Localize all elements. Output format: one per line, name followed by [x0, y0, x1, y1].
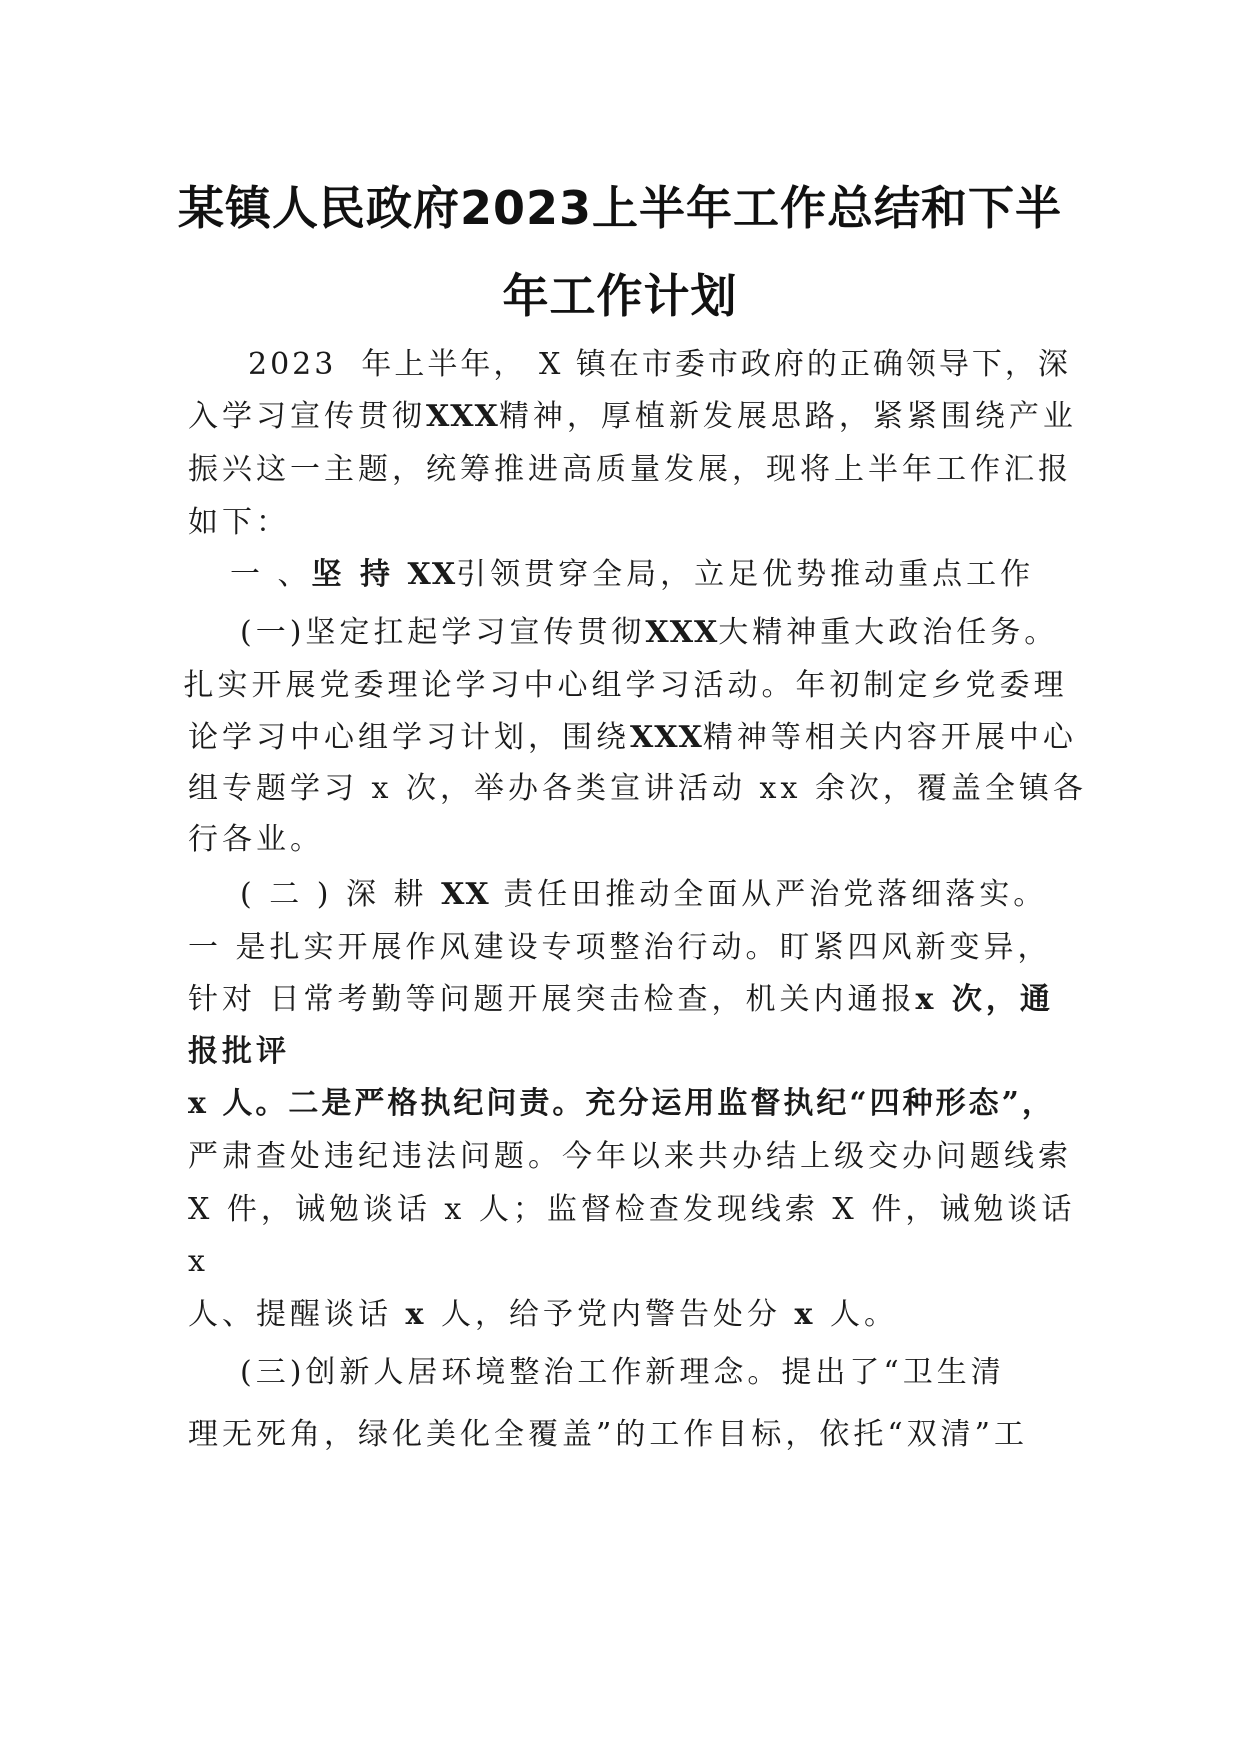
subsection-heading: (一)坚定扛起学习宣传贯彻XXX大精神重大政治任务。 — [240, 615, 1059, 650]
paragraph-line: 行各业。 — [188, 822, 324, 857]
paragraph-line: 理无死角，绿化美化全覆盖”的工作目标，依托“双清”工 — [188, 1417, 1029, 1452]
document-title-line-2: 年工作计划 — [502, 269, 738, 323]
paragraph-line: x — [188, 1244, 209, 1279]
paragraph-line: 组专题学习 x 次，举办各类宣讲活动 xx 余次，覆盖全镇各 — [188, 771, 1087, 806]
paragraph-line: 报批评 — [188, 1034, 290, 1069]
paragraph-line: 人、提醒谈话 x 人，给予党内警告处分 x 人。 — [188, 1297, 898, 1332]
paragraph-line: x 人。二是严格执纪问责。充分运用监督执纪“四种形态”， — [188, 1086, 1055, 1121]
paragraph-line: 严肃查处违纪违法问题。今年以来共办结上级交办问题线索 — [188, 1139, 1072, 1174]
paragraph-line: 一 是扎实开展作风建设专项整治行动。盯紧四风新变异， — [188, 930, 1052, 965]
paragraph-line: 针对 日常考勤等问题开展突击检查，机关内通报x 次，通 — [188, 982, 1054, 1017]
paragraph-line: 如下： — [188, 505, 290, 540]
paragraph-line: 扎实开展党委理论学习中心组学习活动。年初制定乡党委理 — [170, 668, 1068, 703]
paragraph-line: X 件，诫勉谈话 x 人；监督检查发现线索 X 件，诫勉谈话 — [188, 1192, 1076, 1227]
subsection-heading: ( 二 ) 深 耕 XX 责任田推动全面从严治党落细落实。 — [240, 877, 1048, 912]
paragraph-line: 论学习中心组学习计划，围绕XXX精神等相关内容开展中心 — [188, 720, 1077, 755]
paragraph-line: 入学习宣传贯彻XXX精神，厚植新发展思路，紧紧围绕产业 — [188, 399, 1077, 434]
paragraph-line: 振兴这一主题，统筹推进高质量发展，现将上半年工作汇报 — [188, 452, 1072, 487]
section-heading: 一 、坚 持 XX引领贯穿全局，立足优势推动重点工作 — [230, 557, 1035, 592]
subsection-heading: (三)创新人居环境整治工作新理念。提出了“卫生清 — [240, 1355, 1005, 1390]
document-title-line-1: 某镇人民政府2023上半年工作总结和下半 — [177, 181, 1063, 235]
paragraph-line: 2023 年上半年， X 镇在市委市政府的正确领导下，深 — [248, 347, 1071, 382]
